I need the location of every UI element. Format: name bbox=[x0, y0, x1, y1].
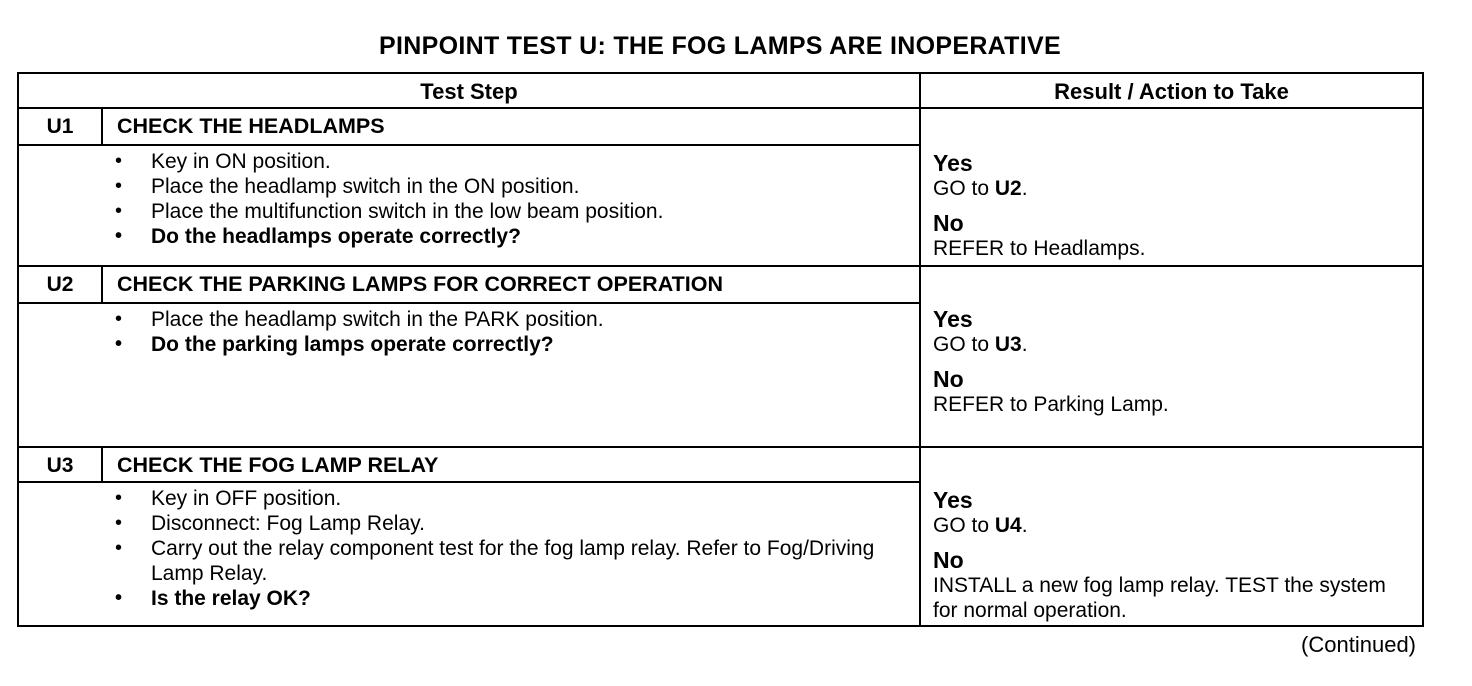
bullet-item: • Place the headlamp switch in the PARK position. bbox=[113, 307, 893, 332]
pinpoint-test-table bbox=[17, 72, 1424, 627]
step-id-u3: U3 bbox=[19, 448, 103, 483]
bullet-item: • Key in ON position. bbox=[113, 149, 893, 174]
yes-action: GO to U4. bbox=[933, 514, 1028, 537]
bullet-question: • Do the parking lamps operate correctly? bbox=[113, 332, 893, 357]
result-u1 bbox=[933, 150, 1413, 261]
step-id-u2: U2 bbox=[19, 267, 103, 302]
no-label: No bbox=[933, 547, 964, 573]
yes-target: U2 bbox=[994, 177, 1022, 200]
step-bullets-u2 bbox=[113, 307, 893, 357]
step-title-u3: CHECK THE FOG LAMP RELAY bbox=[117, 453, 439, 477]
row-divider bbox=[19, 481, 919, 483]
step-id-u1: U1 bbox=[19, 109, 103, 144]
bullet-item: • Disconnect: Fog Lamp Relay. bbox=[113, 511, 893, 536]
step-title-u2: CHECK THE PARKING LAMPS FOR CORRECT OPERATION bbox=[117, 272, 723, 296]
step-title-u1: CHECK THE HEADLAMPS bbox=[117, 114, 385, 138]
result-u3 bbox=[933, 487, 1413, 623]
bullet-item: • Place the multifunction switch in the low beam position. bbox=[113, 199, 893, 224]
bullet-item: • Carry out the relay component test for the fog lamp relay. Refer to Fog/Driving Lamp Relay. bbox=[113, 536, 893, 586]
bullet-item: • Place the headlamp switch in the ON position. bbox=[113, 174, 893, 199]
no-action: REFER to Parking Lamp. bbox=[933, 393, 1169, 416]
yes-label: Yes bbox=[933, 150, 973, 176]
no-label: No bbox=[933, 210, 964, 236]
result-u2 bbox=[933, 306, 1413, 417]
no-action: REFER to Headlamps. bbox=[933, 237, 1146, 260]
continued-note: (Continued) bbox=[1301, 632, 1416, 657]
step-bullets-u3 bbox=[113, 486, 893, 611]
bullet-item: • Key in OFF position. bbox=[113, 486, 893, 511]
bullet-question: • Is the relay OK? bbox=[113, 586, 893, 611]
column-divider bbox=[919, 107, 921, 627]
yes-target: U4 bbox=[994, 514, 1022, 537]
yes-action: GO to U3. bbox=[933, 333, 1028, 356]
yes-label: Yes bbox=[933, 306, 973, 332]
bullet-question: • Do the headlamps operate correctly? bbox=[113, 224, 893, 249]
no-label: No bbox=[933, 366, 964, 392]
step-bullets-u1 bbox=[113, 149, 893, 249]
header-result-action: Result / Action to Take bbox=[921, 74, 1422, 109]
yes-label: Yes bbox=[933, 487, 973, 513]
yes-action: GO to U2. bbox=[933, 177, 1028, 200]
header-test-step: Test Step bbox=[19, 74, 921, 109]
row-divider bbox=[19, 302, 919, 304]
no-action: INSTALL a new fog lamp relay. TEST the system for normal operation. bbox=[933, 574, 1386, 622]
row-divider bbox=[19, 144, 919, 146]
page-title: PINPOINT TEST U: THE FOG LAMPS ARE INOPERATIVE bbox=[379, 32, 1061, 60]
yes-target: U3 bbox=[994, 333, 1022, 356]
